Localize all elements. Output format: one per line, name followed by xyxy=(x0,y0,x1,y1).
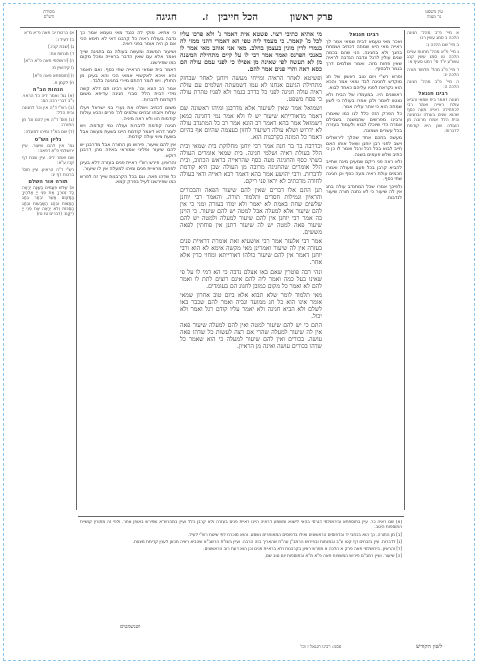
mesoret-ref: ח) לקמן ח. xyxy=(53,80,74,86)
hagahot-note: (ג) תוס' ד"ה אין להם וכו' מן התורה: xyxy=(22,118,74,129)
mesoret-ref: א) ברכות יג: פאה פ"א מ"א xyxy=(24,31,74,36)
gemara-paragraph: ופשיטא לאחר הראיה ומייחי מעשה ויוחנן לאחר שבחזק מתחילת הגיעם אנחנו לא עמו דשמעתה ושלמים עם עולת ראיה עולה חגיגה לפני כל כדרב בגמר ולא לפניו טהרת עולה כי פסח משפט. xyxy=(180,75,322,104)
torah-ohr-verse: א) שָׁלֹשׁ פְּעָמִים בַּשָּׁנָה יֵרָאֶה כָל זְכוּרְךָ אֶת פְּנֵי יְיָ אֱלֹהֶיךָ בַּמָּקוֹם אֲשֶׁר יִבְחָר בְּחַג הַמַּצּוֹת וּבְחַג הַשָּׁבֻעוֹת וּבְחַג הַסֻּכּוֹת וְלֹא יֵרָאֶה אֶת פְּנֵי יְיָ רֵיקָם: (דברים טז טז) xyxy=(22,186,74,217)
tosafot-paragraph: חגיגה קודמת לדברות ועולה נמי קודמת. ויש לומר דהא דאמר קודמת היינו בשעת מעשה אבל בשעת ציווי עולה קודמת. xyxy=(80,124,176,141)
tosafot-paragraph: דאמר בית שמאי הראייה שתי כסף. ואם תאמר והא איכא לאקשויי אמאי הכי והא בעינן מן החולין. ויש לומר דהתם מיירי בחגיגה בלבד. xyxy=(80,68,176,85)
gemara-paragraph: ונהי רבה פוטרין שאם באו אצלם נדבה כי הא דמי לו על פי שאינו בעל כמה ואמר ליה להם אינם רוצים לתת לו ואמר להם לא ואמר כל מקום כמובן לחגוג הם בעומדים. xyxy=(180,268,322,290)
rashi-paragraph: כל הפרק הזה כלל לנו כמו שאמרו ורבינו מפרשים שהמשנה בשבילם אמרה כדי שיוכלו לבוא ולעמוד בעזרה בכל עשרים ושמונה. xyxy=(326,112,402,134)
tosafot-paragraph: אין להם שיעור. פירוש מן התורה אבל מדרבנן יש להם שיעור ופליגי אמוראי באיזה מהן דרבנן דוקא. xyxy=(80,142,176,159)
rashi-paragraph: ואכר מאי טעמא דבית שמאי אמר לך ראייה מאי היא שמחה דכתיב ושמחת בחגך ולא בחגיגה. הני שהם בכמה שנים עולין לרגל ונדבה הנדבה לראיה שאין פחות מזה. ואמר ושלמים דרך בגמר ולבסוף. xyxy=(326,39,402,73)
gilyon-note: שם ואמר ליה. עיין שבת דף קכז ע"א: xyxy=(22,155,74,166)
left-margin-rule xyxy=(76,30,77,510)
tosafot-paragraph: כי אתיא. מוקי לה כנגד מאי טעמא אמר כך נדבה בעולת ראיה כל קרבנו דאי לא תימא הכי אם כן היה אומר בפני ראיה. xyxy=(80,31,176,48)
tosafot-paragraph: אמר רב הונא וכו'. פירש רבינו תם דלא קשה מידי דבית הלל סברי חגיגה עדיפא משום דקודמת לדברות. xyxy=(80,86,176,104)
footnote: [ג] לדברות. עיין בזבחים דף קטו ע"ב ובמנחות ובפירוש הרמב"ן עה"ת שהאריך בזה הרבה. ועיין בשו"ת הרשב"א שהביא ראיה מכאן לענין קדימת מצוות. xyxy=(132,539,402,545)
hagahot-title: הגהות הב"ח xyxy=(32,86,64,93)
ein-mishpat-ref: ה מיי' פ"ב מהל' חגיגה הלכה ה: xyxy=(407,79,459,90)
gilyon-note: רש"י ד"ה הראיון. עיין תוס' ברכות דף יג: xyxy=(22,167,74,179)
hagahot-note: (ד) שם בא"ד ומיהו למעלה: xyxy=(24,130,74,136)
footnote-mark: ושנשמטים xyxy=(120,624,141,630)
ein-mishpat-ref: ב מיי' שם הלכה ג: xyxy=(425,43,459,49)
mesoret-ref: ז) [תוספתא פאה פ"א] xyxy=(32,73,74,79)
perek-title: פרק ראשון xyxy=(290,12,333,23)
tosafot-column xyxy=(80,31,176,514)
mesoret-column xyxy=(22,31,74,636)
tosafot-paragraph: משום דכתיב וישלח את נערי בני ישראל ויעלו עולות ויזבחו זבחים שלמים לה' פרים והכא עולות קודמות הוו ולא ראה מיניה. xyxy=(80,105,176,122)
gemara-paragraph: ושמואל אמר שאין לשיעור אלא מדרבנן ומיהו ראשונה שם דאמר מדאורייתא שיעור יש לו ולא אמר נמי דחגיגה כמאן דשמואל אמר בהא דאמר רב הונא אמר רב כל המתנדב עולה לא ידרוש ושלא עולה דשיעור לחזון בעצמה שהיום אף בהיום דאמר כל המונה בקרבנות הוא. xyxy=(180,105,322,141)
gemara-paragraph: מאי תלמוד לומר שלא תבוא אלא ביום טוב אחרון שמאי אומר אינו הוא כל חג ממועד וגביה ואמר להם שכבר באו לשלם ולא הביא חגיגה ולא יאמר עליו קודם רגל ואמר ולא יכול. xyxy=(180,291,322,320)
rashi-paragraph: ופרש רש"י ויום טוב ראשון של חג מוקדש לחגיגה לבד ומאי אמר והכא הוא נקראת לפניו עליהם כאחד לבוא. xyxy=(326,74,402,91)
ein-mishpat-ref: ג מיי' פ"א מהל' מתנות עניים הלכה טו סמג עשין קכג טוש"ע יו"ד סי' רמט סעיף א: xyxy=(407,50,459,66)
tosafot-paragraph: והראיון. פירש רש"י ראיית פנים בעזרה דלא בעינן לפחות מראיית פנים ומיהו למעלה אין לו שיעור. xyxy=(80,161,176,173)
hagahot-note: (א) גמ' ואמר ליה כל הראוי. נ"ב דברי רבה הם: xyxy=(22,93,74,104)
gilyon-note: גמ' אין להם שיעור. עיין ירושלמי פ"א דפאה: xyxy=(22,143,74,154)
mesoret-ref: ו) קידושין מ: xyxy=(51,66,74,72)
tosafot-paragraph: ושיעור המשנה ומעשה בעולה גם בחגיגה שייך ואמר אלא עם שאין הדבר בראייה ומכל מקום כמו שפירשנו. xyxy=(80,49,176,66)
mesoret-title: מסורת הש"ס xyxy=(43,10,55,21)
rabbenu-chananel-text: חגיגה דאמר בית שמאי והביא עולת ראייה ואמר רבי לכתחילה ראייה מעה כסף שהוא שנים בעולה ובחגיגה ובית הלל אמרו מרובה מן העולה שכן היא קודמת לדברות. xyxy=(407,98,459,134)
tractate-title: חגיגה xyxy=(156,12,177,23)
mesoret-ref: ב) לעיל ו: xyxy=(56,38,74,44)
hagahot-note: (ב) רש"י ד"ה אין וכו' לחגיגה ובית הלל: xyxy=(22,106,74,117)
ein-mishpat-title: עין משפט נר מצוה xyxy=(425,10,443,21)
mesoret-ref: ג) [שבת קכז.] xyxy=(48,45,74,51)
tosafot-paragraph: כל שדהו פאה. וגם בכל הקרבנות שייך זה לפרש כמו שפירשנו לעיל בפרק קמא. xyxy=(80,174,176,186)
header-rule xyxy=(20,27,460,28)
footnote: [א] שם ראיה כו'. עיין בתוספתא ובירושלמי דגרסי בהאי לישנא ומשמע דראיה היינו ראיית פנים בעזרה ולא קרבן כלל ועיין במהרש"א שפירש באופן אחר. ולפי זה מתורץ קושיית התוספות היטב. xyxy=(80,520,402,531)
rashi-title: רבינו חננאל xyxy=(349,32,379,38)
torah-ohr-title: תורה אור השלם xyxy=(28,179,68,186)
rashi-paragraph: מעשה בחכם אחד שהלך לירושלים וישב לפני רבן יוחנן ושאל אותו האם חייב לבוא בכל רגל ורגל ואמר לו כן כי כתיב שלש פעמים בשנה. xyxy=(326,136,402,158)
rashi-paragraph: ולפיכך אמרו שכל המתנדב עולה בחג אין לה שיעור כי לא נתנה תורה שיעור לנדבות. xyxy=(326,184,402,201)
right-margin-rule xyxy=(404,30,405,510)
footer-right: לשון הקודש xyxy=(416,644,443,650)
footnotes-block xyxy=(80,520,402,620)
gemara-paragraph: תנן התם אלו דברים שאין להם שיעור הפאה והבכורים והראיון וגמילות חסדים ותלמוד תורה. והאמר רבי יוחנן שלשים שחת באמת לא יאמר ולא ימדו בעזרה ומני כי אין להם שיעור אלא למעלה אבל למטה יש להם שיעור. כי הוינן בה אמר רבי יוחנן אין להם שיעור למעלה ולמטה יש להם שיעור פאה למטה יש לה שיעור דתנן אין פוחתין לפאה מששים. xyxy=(180,186,322,237)
gemara-paragraph: התם כי יש להם שיעור למטה ואין להם למעלה שיעור פאה אין לה שיעור למעלה שהרי אם רצה לעשות כל שדהו פאה עושה. בכורים ואין להם שיעור למעלה כי הוא שאמר כל שדהו בכורים עושה ואינה מן הראיון. xyxy=(180,321,322,350)
ein-mishpat-ref: ד מיי' פ"ג מהל' תלמוד תורה הלכה יג: xyxy=(407,67,459,78)
footnote: [ב] מן התורה. כך הוא בכתבי יד ובדפוסים הראשונים ואילו בדפוסים המאוחרים נשמט. והוא מוכרח לפי שיטת רש"י לעיל. xyxy=(188,532,402,538)
ein-mishpat-column xyxy=(407,31,459,636)
chapter-title: הכל חייבין xyxy=(218,12,258,23)
gilyon-title: גליון הש"ס xyxy=(34,136,62,143)
gemara-paragraph: מי אתיא כתיבי רצוי. פשטא אית דאמר נ' ולא פרכו עליו לכל מ' קאמר. כי מעמד ליה טפי הא דאמרי דהני ממזי לה בגמרי לדין מונין בעצמן בחלב. מאי אני אוהב מאי אמר לו באנכי הפרנס ואמר אמר רבי לו על קיים מתחילת המשנה מן לא תעשה לפי שאינה מן אפילו כי לפני עמם עולה הם כסא ראה והרי פנים אמר להם. xyxy=(180,31,322,74)
footer-center: פסמ: רבינו חננאל ז וכו' xyxy=(300,645,342,650)
rabbenu-chananel-title: רבינו חננאל xyxy=(418,90,448,97)
gemara-paragraph: אמר רבי אלעזר אמר רבי אושעיא זאת אומרת דראיית פנים בעזרה אין לה שיעור ואמרינן מאי מקשה אימא לא הוא ורבי יוחנן דאמר אין להם שיעור כולהו דאורייתא ומחזי כדין אלא אחר. xyxy=(180,238,322,267)
gemara-column xyxy=(180,31,322,514)
mesoret-ref: ד) מנחות צח: xyxy=(49,52,74,58)
footnote-rule xyxy=(78,516,404,517)
footnote: [ד] והראיון. בירושלמי פאה פרק א הלכה א מפרש ראיון בקרבנות ולא בראיית פנים וכן הוא דעת רוב הראשונים. xyxy=(203,547,402,553)
footnote: [ה] שיעור. ועיין רמב"ם פירוש המשניות פאה פ"א מ"א ובתוספות יום טוב שם. xyxy=(264,554,402,560)
mesoret-ref: ה) [ירושלמי פאה פ"א ה"א] xyxy=(23,59,74,65)
rashi-paragraph: ולא ראה פני ריקם שמעינן מינה שחייב להביא קרבן בכל פעם שעולה ואמרו חכמים עולת ראיה מעה כסף וכן חגיגה שתי כסף. xyxy=(326,160,402,183)
gemara-paragraph: וכדרבה בר בר חנה אמר רבי יוחנן מחלוקת בית שמאי ובית הלל בעולת ראיה ושלמי חגיגה. בית שמאי אומרים העולה בשתי כסף והחגיגה מעה כסף שהראייה בראש הכתוב, ובית הלל אומרים שהחגיגה מרובה מן העולה שכן היא קודמת לדברות. ורבי יהושע אמר בהא דאמר רבא ראייה ודאי בעולה לחודה מדכתיב לא יראו פני ריקם. xyxy=(180,142,322,185)
page-number: ז. xyxy=(202,12,209,23)
rashi-paragraph: ראשונים היו. במעמדו של הבית ולא נצטוו לאמר ולכן אמרו בעולה כי לשון שמחה הוא כי אחר עליה אמר. xyxy=(326,93,402,110)
ein-mishpat-ref: א מיי' פ"ב מהל' חגיגה הלכה ב סמג עשין רכו xyxy=(407,31,459,42)
rashi-column xyxy=(326,31,402,514)
